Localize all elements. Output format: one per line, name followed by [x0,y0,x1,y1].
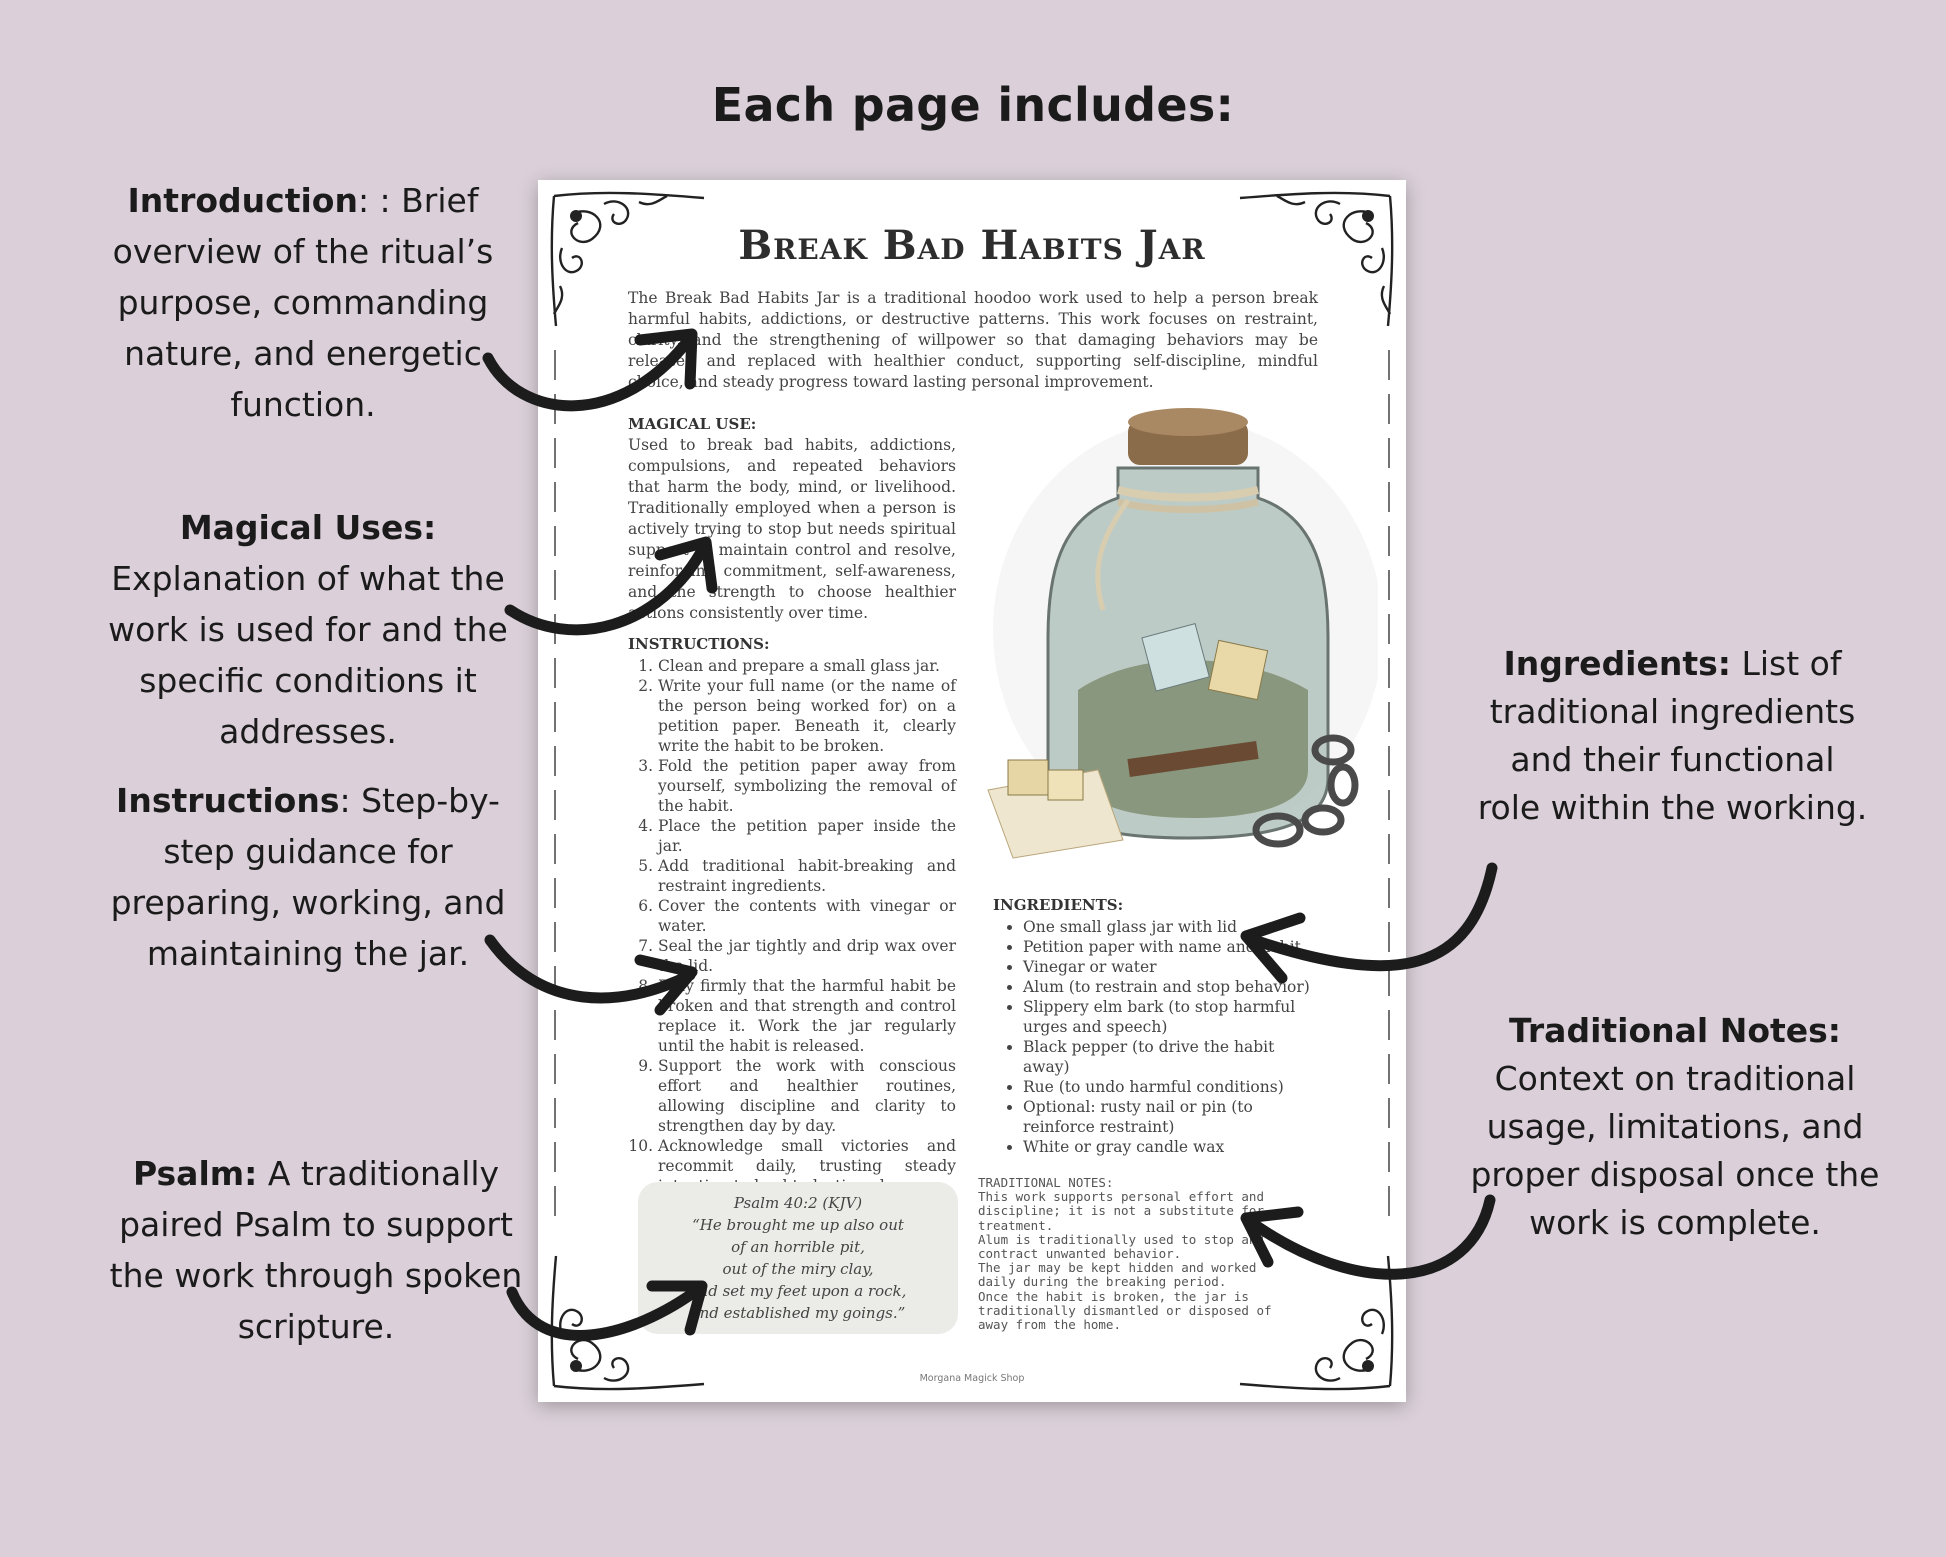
notes-line: Alum is traditionally used to stop and [978,1231,1264,1247]
psalm-line: out of the miry clay, [722,1260,874,1278]
list-item: • Alum (to restrain and stop behavior) [1023,977,1313,997]
arrow-icon [488,338,690,406]
callout-body: : Step-by-step guidance for preparing, working, and maintaining the jar. [110,781,506,973]
notes-line: contract unwanted behavior. [978,1246,1182,1262]
psalm-line: of an horrible pit, [731,1238,865,1256]
list-item: 2. Write your full name (or the name of the person being worked for) on a petition paper. Beneath it, clearly write the habit to be broken. [658,676,956,756]
psalm-line: “He brought me up also out [692,1216,904,1234]
list-item: 4. Place the petition paper inside the jar. [658,816,956,856]
list-item: 7. Seal the jar tightly and drip wax over the lid. [658,936,956,976]
notes-line: daily during the breaking period. [978,1274,1227,1290]
notes-line: Once the habit is broken, the jar is [978,1288,1249,1304]
footer-brand: Morgana Magick Shop [919,1373,1025,1384]
notes-line: away from the home. [978,1317,1121,1333]
list-item: 6. Cover the contents with vinegar or water. [658,896,956,936]
callout-title: Instructions [116,781,340,820]
callout-body: : : Brief overview of the ritual’s purpose, commanding nature, and energetic function. [112,181,494,424]
arrow-icon [1248,868,1492,966]
list-item: 10. Acknowledge small victories and recommit daily, trusting steady [658,1136,956,1196]
list-item: • One small glass jar with lid [1023,917,1313,937]
page-heading: Each page includes: [711,78,1235,132]
list-item: • White or gray candle wax [1023,1137,1313,1157]
notes-line: traditionally dismantled or disposed of [978,1302,1272,1318]
list-item: • Petition paper with name and habit [1023,937,1313,957]
callout-title: Introduction [127,181,358,220]
list-item: • Optional: rusty nail or pin (to reinforce restraint) [1023,1097,1313,1137]
list-item: • Rue (to undo harmful conditions) [1023,1077,1313,1097]
list-item: 3. Fold the petition paper away from yourself, symbolizing the removal of the habit. [658,756,956,816]
section-label: INSTRUCTIONS: [628,635,770,653]
callout-title: Psalm: [132,1154,258,1193]
section-label: MAGICAL USE: [628,415,757,433]
callout-title: Magical Uses: [179,508,437,547]
document-intro: The Break Bad Habits Jar is a traditional hoodoo work used to help a person break harmful habits, addictions, or destructive patterns. This work focuses on restraint, clarity, and the strengthening of willpower so that damaging behaviors may be released and replaced with healthier conduct, supporting self-discipline, mindful choice, and steady progress toward lasting personal improvement. [628,289,1318,391]
document-title: Break Bad Habits Jar [738,222,1206,269]
list-item: • Black pepper (to drive the habit away) [1023,1037,1313,1077]
arrow-icon [510,545,705,630]
magical-use-text: Used to break bad habits, addictions, compulsions, and repeated behaviors that harm the body, mind, or livelihood. Traditionally employed when a person is actively trying to stop but needs spiritual support to maintain control and resolve, reinforcing commitment, self-awareness, and the strength to choose healthier actions consistently over time. [628,436,956,622]
list-item: 8. Pray firmly that the harmful habit be broken and that strength and control replace it. Work the jar regularly until the habit is released. [658,976,956,1056]
notes-line: The jar may be kept hidden and worked [978,1260,1257,1276]
list-item: 9. Support the work with conscious effort and healthier routines, allowing discipline and clarity to strengthen day by day. [658,1056,956,1136]
section-label: INGREDIENTS: [993,896,1124,914]
notes-line: This work supports personal effort and [978,1189,1264,1205]
callout-body: A traditionally paired Psalm to support the work through spoken scripture. [109,1154,523,1346]
notes-line: treatment. [978,1217,1054,1233]
callout-body: List of traditional ingredients and their functional role within the working. [1477,644,1868,827]
list-item: 5. Add traditional habit-breaking and restraint ingredients. [658,856,956,896]
list-item: 1. Clean and prepare a small glass jar. [658,656,956,676]
callout-title: Ingredients: [1503,644,1731,683]
callout-title: Traditional Notes: [1509,1011,1841,1050]
psalm-line: and set my feet upon a rock, [689,1282,907,1300]
callout-body: Context on traditional usage, limitations, and proper disposal once the work is complete. [1470,1059,1880,1242]
psalm-reference: Psalm 40:2 (KJV) [733,1194,863,1212]
list-item: • Vinegar or water [1023,957,1313,977]
notes-line: discipline; it is not a substitute for [978,1203,1264,1219]
callout-body: Explanation of what the work is used for and the specific conditions it addresses. [108,559,508,751]
psalm-line: and established my goings.” [690,1304,906,1322]
section-label: TRADITIONAL NOTES: [978,1175,1114,1190]
list-item: • Slippery elm bark (to stop harmful urges and speech) [1023,997,1313,1037]
arrow-icon [512,1288,700,1335]
